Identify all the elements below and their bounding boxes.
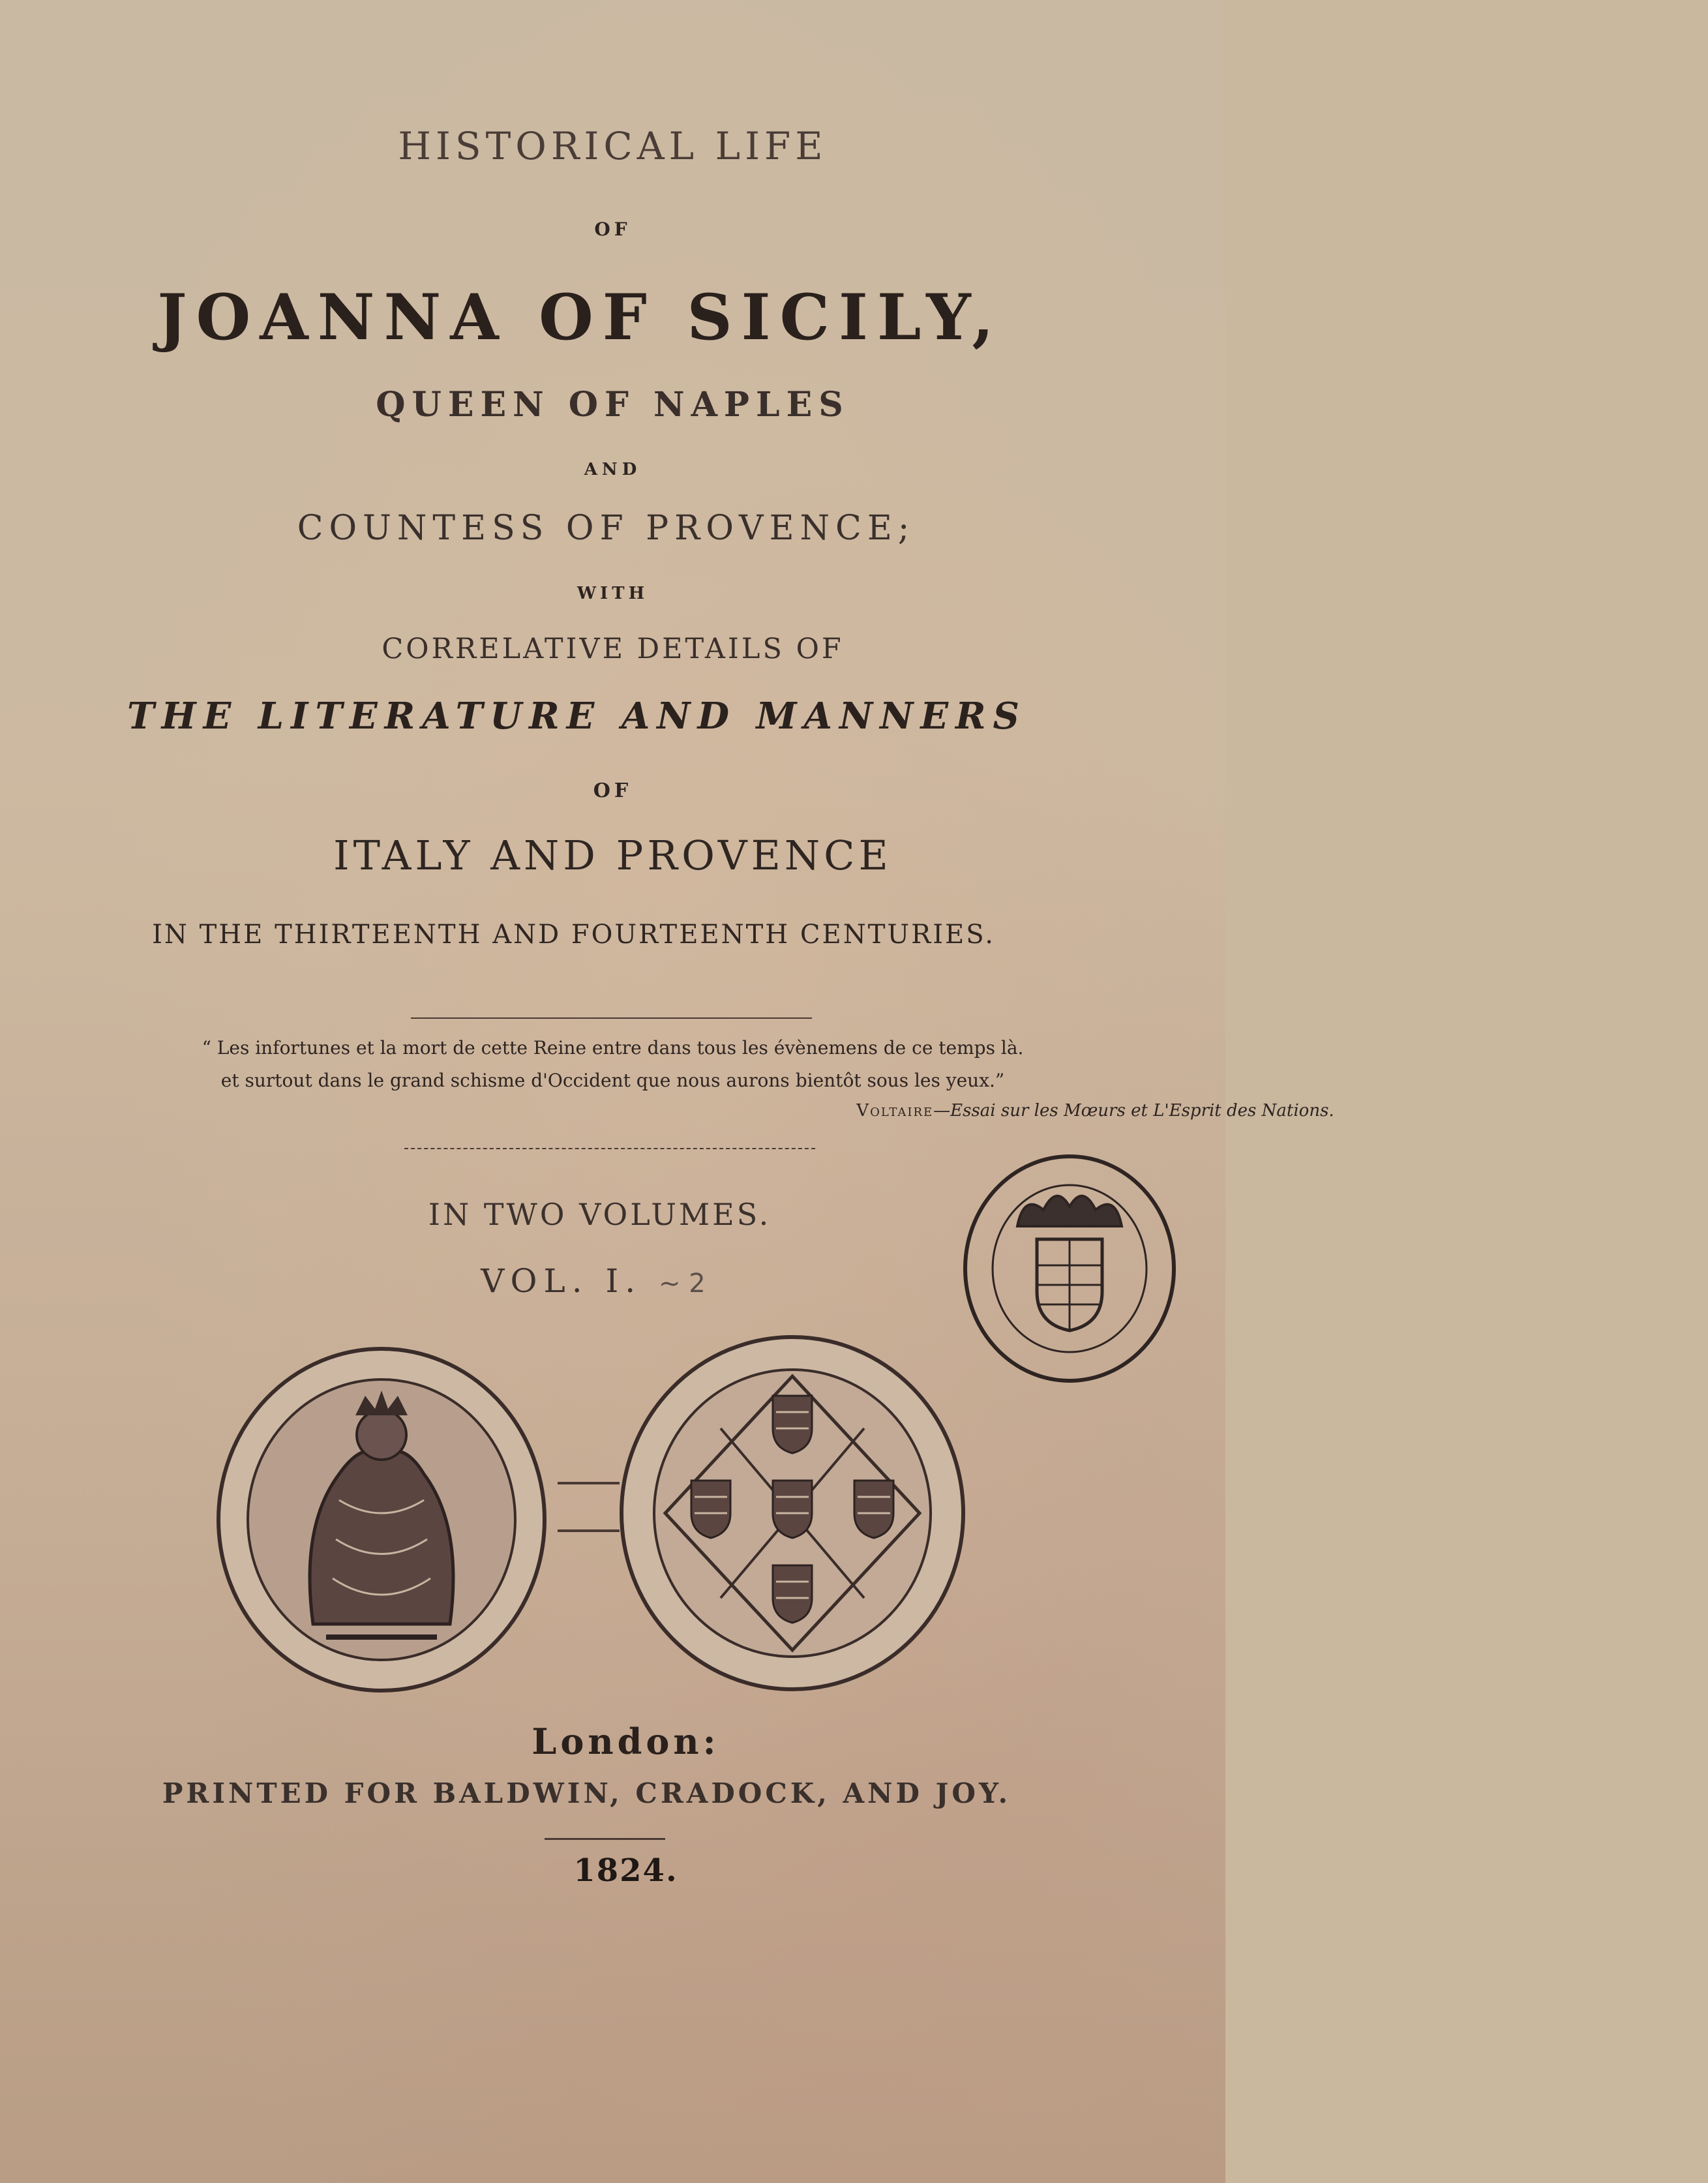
left-seal-queen-enthroned-icon: [209, 1331, 561, 1696]
subtitle-correlative-details: CORRELATIVE DETAILS OF: [382, 633, 844, 665]
imprint-year: 1824.: [573, 1852, 678, 1889]
epigraph-attribution: [483, 1101, 1708, 1121]
volume-number-printed: VOL. I.: [481, 1262, 642, 1300]
seal-connector: [558, 1482, 620, 1484]
subtitle-literature-and-manners: THE LITERATURE AND MANNERS: [127, 695, 1026, 738]
volume-count: IN TWO VOLUMES.: [428, 1197, 772, 1232]
subtitle-centuries: IN THE THIRTEENTH AND FOURTEENTH CENTURIES.: [152, 920, 995, 950]
bottom-divider-rule: [404, 1148, 815, 1149]
subtitle-italy-and-provence: ITALY AND PROVENCE: [333, 832, 892, 879]
title-line-with: WITH: [577, 584, 649, 603]
top-divider-rule: [411, 1017, 812, 1019]
volume-handwritten-note: ~ 2: [659, 1269, 706, 1299]
epigraph-work: Essai sur les Mœurs et L'Esprit des Nations.: [950, 1101, 1334, 1121]
title-line-and: AND: [584, 460, 642, 479]
right-seal-arms-icon: [613, 1324, 978, 1696]
title-line-historical-life: HISTORICAL LIFE: [398, 124, 828, 168]
title-line-of-second: OF: [593, 779, 633, 802]
imprint-rule: [545, 1838, 665, 1840]
epigraph-dash: —: [933, 1101, 951, 1121]
subtitle-countess-of-provence: COUNTESS OF PROVENCE;: [297, 509, 916, 548]
epigraph-line-1: “ Les infortunes et la mort de cette Reine entre dans tous les évènemens de ce temps là.: [202, 1037, 1024, 1059]
seal-connector-lower: [558, 1529, 620, 1532]
imprint-city: London:: [532, 1721, 720, 1762]
subtitle-queen-of-naples: QUEEN OF NAPLES: [376, 385, 850, 425]
imprint-publisher: PRINTED FOR BALDWIN, CRADOCK, AND JOY.: [162, 1777, 1011, 1809]
main-title: JOANNA OF SICILY,: [157, 280, 1003, 354]
epigraph-line-2: et surtout dans le grand schisme d'Occident que nous aurons bientôt sous les yeux.”: [220, 1070, 1005, 1091]
title-line-of: OF: [594, 218, 631, 240]
library-stamp-icon: [959, 1148, 1180, 1389]
epigraph-author: Voltaire: [856, 1101, 934, 1121]
